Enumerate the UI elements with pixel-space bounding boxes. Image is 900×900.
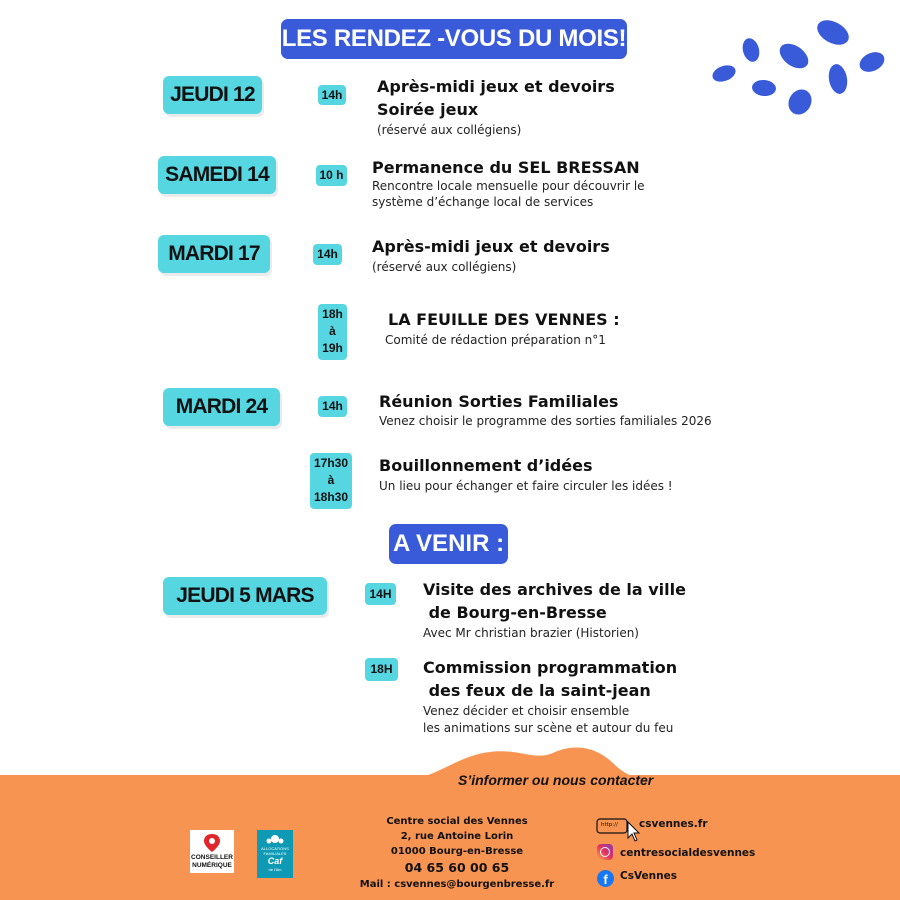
event-description: système d’échange local de services [372, 195, 594, 209]
day-badge: MARDI 17 [158, 235, 270, 273]
time-badge: 14h [318, 85, 346, 105]
event-title: Permanence du SEL BRESSAN [372, 158, 640, 177]
web-label: http:// [601, 822, 618, 828]
event-title: Soirée jeux [377, 100, 479, 119]
day-badge: JEUDI 5 MARS [163, 577, 327, 615]
event-title: Après-midi jeux et devoirs [372, 237, 610, 256]
time-range-badge [318, 304, 347, 360]
caf-emblem-icon [257, 832, 293, 846]
event-title: LA FEUILLE DES VENNES : [388, 310, 620, 329]
event-description: Venez décider et choisir ensemble [423, 704, 630, 718]
browser-cursor-icon [596, 816, 642, 844]
event-description: (réservé aux collégiens) [377, 123, 522, 137]
email-address[interactable]: Mail : csvennes@bourgenbresse.fr [359, 879, 555, 890]
day-badge: MARDI 24 [163, 388, 280, 426]
facebook-icon: f [597, 870, 614, 887]
address-line: 2, rue Antoine Lorin [400, 831, 514, 842]
event-description: Avec Mr christian brazier (Historien) [423, 626, 639, 640]
contact-heading: S’informer ou nous contacter [458, 772, 654, 788]
time-end: 18h30 [313, 490, 349, 504]
event-title: des feux de la saint-jean [423, 681, 651, 700]
time-badge: 14H [365, 583, 396, 605]
time-range-badge [310, 453, 352, 509]
time-badge: 10 h [316, 165, 347, 186]
footer-wave [0, 740, 900, 780]
time-badge: 18H [365, 658, 398, 681]
event-description: (réservé aux collégiens) [372, 260, 517, 274]
time-start: 17h30 [313, 456, 349, 470]
address-line: 01000 Bourg-en-Bresse [390, 846, 524, 857]
facebook-handle[interactable]: CsVennes [620, 870, 677, 882]
time-badge: 14h [318, 396, 347, 417]
time-end: 19h [322, 341, 343, 355]
event-description: les animations sur scène et autour du feu [423, 721, 674, 735]
event-description: Comité de rédaction préparation n°1 [385, 333, 606, 347]
website-text[interactable]: csvennes.fr [639, 818, 708, 830]
event-description: Rencontre locale mensuelle pour découvrir le [372, 179, 645, 193]
day-badge: JEUDI 12 [163, 76, 262, 114]
event-title: Visite des archives de la ville [423, 580, 686, 599]
caf-logo [257, 830, 293, 878]
caf-logo-text: ALLOCATIONS FAMILIALES Caf de l'Ain [261, 846, 289, 872]
logo-text: CONSEILLER NUMÉRIQUE [191, 854, 233, 869]
location-pin-icon [190, 832, 234, 854]
phone-number[interactable]: 04 65 60 00 65 [404, 860, 510, 875]
time-separator: à [327, 473, 335, 487]
event-description: Venez choisir le programme des sorties familiales 2026 [379, 414, 712, 428]
event-description: Un lieu pour échanger et faire circuler les idées ! [379, 479, 673, 493]
event-title: de Bourg-en-Bresse [423, 603, 607, 622]
address-line: Centre social des Vennes [386, 816, 528, 827]
address-block [350, 814, 564, 892]
time-separator: à [329, 324, 336, 338]
instagram-handle[interactable]: centresocialdesvennes [620, 847, 756, 859]
page-title: LES RENDEZ -VOUS DU MOIS! [281, 19, 627, 59]
day-badge: SAMEDI 14 [158, 156, 276, 194]
event-title: Commission programmation [423, 658, 678, 677]
instagram-icon [597, 844, 613, 860]
event-title: Bouillonnement d’idées [379, 456, 593, 475]
event-title: Après-midi jeux et devoirs [377, 77, 615, 96]
time-start: 18h [322, 307, 343, 321]
conseiller-numerique-logo [190, 830, 234, 873]
time-badge: 14h [313, 244, 342, 265]
event-title: Réunion Sorties Familiales [379, 392, 619, 411]
upcoming-title: A VENIR : [389, 524, 508, 564]
